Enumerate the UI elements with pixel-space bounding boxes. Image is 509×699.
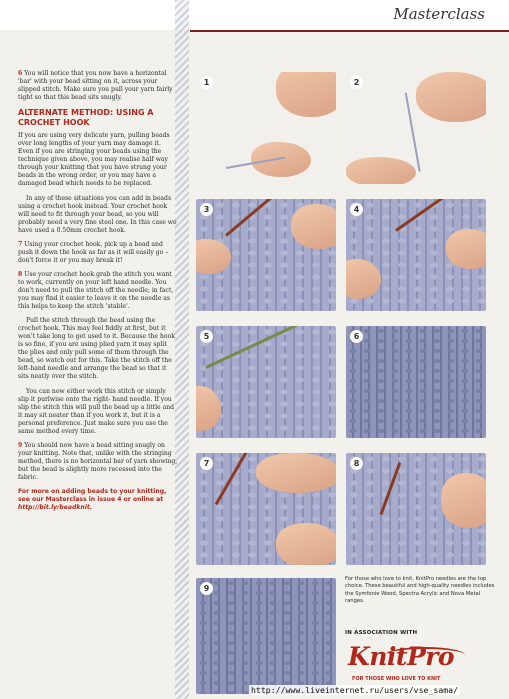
association-label: IN ASSOCIATION WITH [345,630,418,636]
step-badge: 3 [200,203,213,216]
alternate-paragraph-2: In any of these situations you can add in beads using a crochet hook instead. Your crochet hook will need to fit through your bead, so you will probably need a very fine steel one. In this case we have used a 0.50mm crochet hook. [18,194,177,234]
step-photo-9 [196,578,336,694]
step-photo-8 [346,453,486,565]
step-photo-4 [346,199,486,311]
step-8-paragraph [18,271,178,311]
step-badge: 4 [350,203,363,216]
header-rule [190,30,509,32]
further-reading-text: For more on adding beads to your knitting, see our Masterclass in issue 4 or online at [18,488,167,504]
step-badge: 5 [200,330,213,343]
step-9-paragraph [18,442,178,482]
step-8-paragraph-2: Pull the stitch through the bead using the crochet hook. This may feel fiddly at first, but it won't take long to get used to it. Because the hook is so fine, if you are using plied yarn it may split the plies and only pull some of them through the bead, so watch out for this. Take the stitch off the left-hand needle and arrange the bead so that it sits neatly over the stitch. [18,317,175,381]
step-9-text: You should now have a bead sitting snugly on your knitting. Note that, unlike with the stringing method, there is no horizontal bar of yarn showing, but the bead is slightly more recessed into the fabric. [18,441,178,481]
section-heading: ALTERNATE METHOD: USING A CROCHET HOOK [18,108,154,127]
step-badge: 7 [200,457,213,470]
step-badge: 1 [200,76,213,89]
knitpro-logo: KnitPro [348,642,455,671]
step-photo-6 [346,326,486,438]
step-number-7: 7 [18,240,23,248]
step-badge: 2 [350,76,363,89]
step-photo-7 [196,453,336,565]
step-photo-3 [196,199,336,311]
step-badge: 6 [350,330,363,343]
step-photo-1 [196,72,336,184]
page-header [0,0,509,30]
section-title: Masterclass [393,5,485,23]
step-7-text: Using your crochet hook, pick up a bead and push it down the hook as far as it will easily go – don't force it or you may break it! [18,240,169,264]
alternate-paragraph-1: If you are using very delicate yarn, pulling beads over long lengths of your yarn may damage it. Even if you are stringing your beads using the technique given above, you may realise half way through your knitting that you have strung your beads in the wrong order, or you may have a damaged bead which needs to be replaced. [18,132,170,188]
step-photo-5 [196,326,336,438]
article-text-column [18,70,178,518]
step-badge: 9 [200,582,213,595]
step-6-text: You will notice that you now have a horizontal 'bar' with your bead sitting on it, across your slipped stitch. Make sure you pull your yarn fairly tight so that this bead sits snugly. [18,70,173,102]
step-number-8: 8 [18,270,23,278]
logo-tagline: FOR THOSE WHO LOVE TO KNIT [352,676,441,682]
step-number-6: 6 [18,70,23,77]
step-7-paragraph [18,241,178,265]
step-number-9: 9 [18,441,23,449]
source-watermark: http://www.liveinternet.ru/users/vse_sama/ [251,685,459,695]
further-reading-link[interactable]: http://bit.ly/beadknit. [18,504,93,512]
step-badge: 8 [350,457,363,470]
sponsor-text: For those who love to knit, KnitPro needles are the top choice. These beautiful and high-quality needles includes the Symfonie Wood, Spectra Acrylic and Nova Metal ranges. [345,576,495,604]
step-photo-2 [346,72,486,184]
further-reading [18,488,178,512]
step-8-paragraph-3: You can now either work this stitch or simply slip it purlwise onto the right- hand needle. If you slip the stitch this will pull the bead up a little and it may sit neater than if you work it, but it is a personal preference. Just make sure you use the same method every time. [18,387,175,435]
step-8-text: Use your crochet hook grab the stitch you want to work, currently on your left hand needle. You don't need to pull the stitch off the needle; in fact, you may find it easier to leave it on the needle as this helps to keep the stitch 'stable'. [18,270,174,311]
step-6-paragraph [18,70,178,102]
